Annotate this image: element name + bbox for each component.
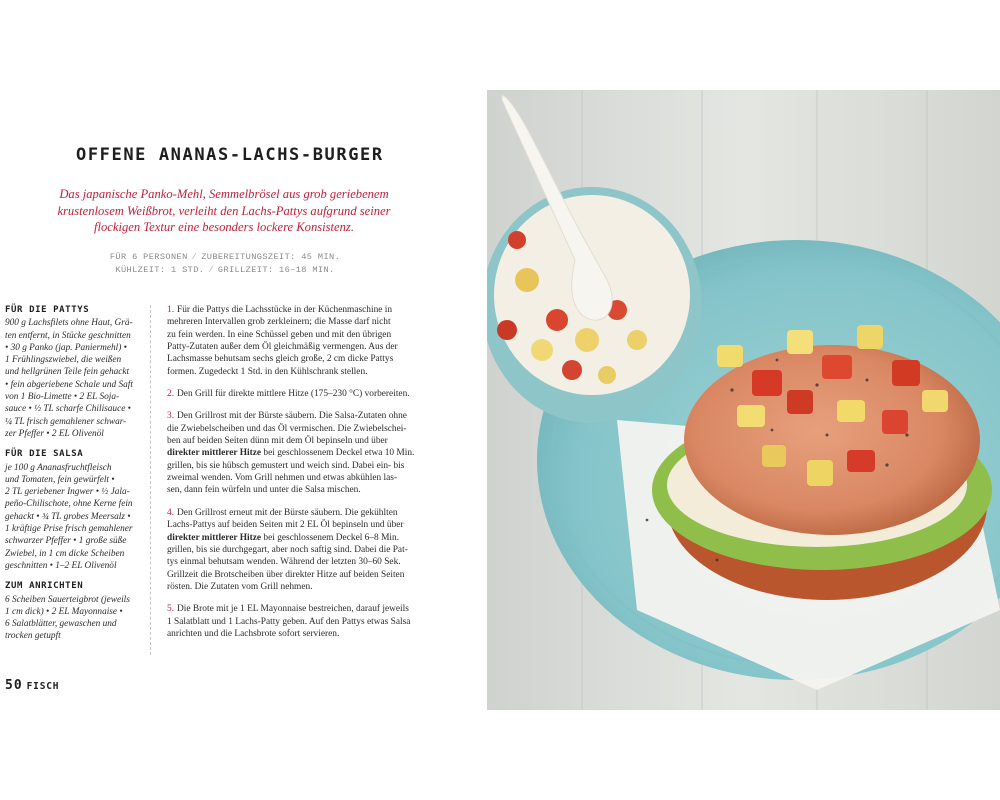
meta-grill-time: GRILLZEIT: 16–18 MIN. (217, 264, 335, 275)
ingredient-line: 1 cm dick) • 2 EL Mayonnaise • (5, 606, 123, 617)
step-number: 3. (167, 411, 175, 422)
recipe-title: OFFENE ANANAS-LACHS-BURGER (76, 145, 384, 165)
ingredient-line: 1 Frühlingszwiebel, die weißen (5, 355, 122, 366)
step-number: 2. (167, 389, 175, 400)
ingredient-line: • 30 g Panko (jap. Paniermehl) • (5, 342, 127, 353)
page-number: 50 (5, 678, 23, 693)
ingredient-line: 2 TL geriebener Ingwer • ½ Jala- (5, 487, 130, 498)
step-text: zweimal wenden. Vom Grill nehmen und etwas abkühlen las- (167, 473, 398, 484)
instruction-step (167, 410, 457, 496)
step-emphasis: direkter mittlerer Hitze (167, 448, 262, 459)
ingredients-column (5, 304, 143, 643)
meta-chill-time: KÜHLZEIT: 1 STD. (115, 264, 205, 275)
step-line (167, 507, 457, 519)
step-line (167, 616, 457, 628)
instruction-step (167, 388, 457, 400)
ingredient-line: schwarzer Pfeffer • 1 große süße (5, 536, 127, 547)
step-line (167, 388, 457, 400)
step-number: 4. (167, 507, 175, 518)
ingredient-line: ten entfernt, in Stücke geschnitten (5, 330, 131, 341)
intro-line: Das japanische Panko-Mehl, Semmelbrösel aus grob geriebenem (59, 187, 389, 201)
instruction-step (167, 304, 457, 378)
step-text: grillen, bis sie durchgegart, aber noch saftig sind. Dabei die Pat- (167, 544, 408, 555)
step-emphasis: direkter mittlerer Hitze (167, 532, 262, 543)
step-text: Den Grillrost erneut mit der Bürste säubern. Die gekühlten (177, 507, 398, 518)
ingredient-line: trocken getupft (5, 631, 61, 642)
ingredient-line: 1 kräftige Prise frisch gemahlener (5, 524, 133, 535)
salmon-burger-photo (487, 90, 1000, 710)
step-line (167, 484, 457, 496)
step-text: anrichten und die Lachsbrote sofort servieren. (167, 628, 340, 639)
step-line (167, 519, 457, 531)
step-text: zu fein werden. In eine Schüssel geben und mit den übrigen (167, 329, 392, 340)
step-line (167, 329, 457, 341)
step-text: tys einmal behutsam wenden. Während der letzten 30–60 Sek. (167, 557, 401, 568)
step-text: Lachs-Pattys auf beiden Seiten mit 2 EL Öl bepinseln und über (167, 520, 404, 531)
meta-servings: FÜR 6 PERSONEN (109, 252, 188, 262)
ingredient-line: Zwiebel, in 1 cm dicke Scheiben (5, 548, 125, 559)
recipe-intro (54, 186, 394, 236)
step-line (167, 472, 457, 484)
ingredient-group-heading: FÜR DIE SALSA (5, 449, 84, 460)
step-line (167, 366, 457, 378)
ingredient-line: ¼ TL frisch gemahlener schwar- (5, 416, 127, 427)
ingredient-line: • fein abgeriebene Schale und Saft (5, 379, 133, 390)
step-line (167, 435, 457, 447)
step-line (167, 353, 457, 365)
ingredient-line: zer Pfeffer • 2 EL Olivenöl (5, 428, 104, 439)
step-text: bei geschlossenem Deckel etwa 10 Min. (261, 448, 415, 459)
instruction-step (167, 507, 457, 593)
step-text: grillen, bis sie hübsch gemustert und weich sind. Dabei ein- bis (167, 460, 405, 471)
step-text: Die Brote mit je 1 EL Mayonnaise bestreichen, darauf jeweils (177, 604, 409, 615)
ingredient-line: geschnitten • 1–2 EL Olivenöl (5, 560, 117, 571)
step-text: Grillzeit die Brotscheiben über direkter Hitze auf beiden Seiten (167, 569, 405, 580)
step-text: bei geschlossenem Deckel 6–8 Min. (261, 532, 400, 543)
step-text: rösten. Die Zutaten vom Grill nehmen. (167, 581, 313, 592)
ingredient-line: gehackt • ¾ TL grobes Meersalz • (5, 511, 131, 522)
step-line (167, 544, 457, 556)
step-line (167, 447, 457, 459)
step-line (167, 628, 457, 640)
meta-separator: / (191, 252, 198, 262)
ingredient-line: 6 Salatblätter, gewaschen und (5, 619, 117, 630)
ingredient-line: sauce • ½ TL scharfe Chilisauce • (5, 404, 131, 415)
ingredient-line: 6 Scheiben Sauerteigbrot (jeweils (5, 594, 130, 605)
step-line (167, 532, 457, 544)
meta-separator: / (208, 264, 214, 275)
step-text: Den Grillrost mit der Bürste säubern. Die Salsa-Zutaten ohne (177, 411, 407, 422)
step-line (167, 304, 457, 316)
step-line (167, 316, 457, 328)
ingredient-line: peño-Chilischote, ohne Kerne fein (5, 499, 133, 510)
step-text: sen, dann fein würfeln und unter die Salsa mischen. (167, 485, 361, 496)
ingredient-line: 900 g Lachsfilets ohne Haut, Grä- (5, 318, 133, 329)
step-line (167, 460, 457, 472)
ingredient-line: je 100 g Ananasfruchtfleisch (5, 462, 112, 473)
step-text: 1 Salatblatt und 1 Lachs-Patty geben. Auf den Pattys etwas Salsa (167, 616, 411, 627)
step-line (167, 569, 457, 581)
intro-line: krustenlosem Weißbrot, verleiht den Lachs-Pattys aufgrund seiner (57, 203, 391, 218)
step-text: Lachsmasse behutsam sechs gleich große, 2 cm dicke Pattys (167, 354, 394, 365)
step-text: mehreren Intervallen grob zerkleinern; die Masse darf nicht (167, 317, 391, 328)
step-text: Für die Pattys die Lachsstücke in der Küchenmaschine in (177, 305, 393, 315)
step-text: ben auf beiden Seiten dünn mit dem Öl bepinseln und über (167, 436, 388, 447)
section-name: FISCH (26, 681, 60, 692)
recipe-meta (70, 251, 380, 276)
step-line (167, 556, 457, 568)
step-number: 1. (167, 305, 175, 315)
step-text: die Zwiebelscheiben und das Öl vermischen. Die Zwiebelschei- (167, 423, 407, 434)
step-line (167, 341, 457, 353)
ingredient-line: und Tomaten, fein gewürfelt • (5, 474, 115, 485)
meta-prep-time: ZUBEREITUNGSZEIT: 45 MIN. (201, 252, 341, 262)
step-line (167, 581, 457, 593)
photo-illustration (487, 90, 1000, 710)
column-divider (150, 305, 151, 655)
ingredient-group-heading: FÜR DIE PATTYS (5, 305, 90, 315)
instruction-step (167, 603, 457, 640)
step-number: 5. (167, 604, 175, 615)
step-line (167, 603, 457, 615)
page-footer (5, 674, 59, 693)
recipe-page (0, 0, 487, 800)
step-text: Den Grill für direkte mittlere Hitze (175–230 °C) vorbereiten. (177, 389, 410, 400)
step-line (167, 423, 457, 435)
intro-line: flockigen Textur eine besonders lockere Konsistenz. (94, 220, 354, 234)
step-text: Patty-Zutaten außer dem Öl gleichmäßig vermengen. Aus der (167, 342, 398, 353)
ingredient-line: von 1 Bio-Limette • 2 EL Soja- (5, 392, 120, 403)
step-line (167, 410, 457, 422)
ingredient-line: und hellgrünen Teile fein gehackt (5, 367, 130, 378)
instructions-column (167, 304, 457, 650)
ingredient-group-heading: ZUM ANRICHTEN (5, 581, 84, 592)
step-text: formen. Zugedeckt 1 Std. in den Kühlschrank stellen. (167, 366, 368, 377)
